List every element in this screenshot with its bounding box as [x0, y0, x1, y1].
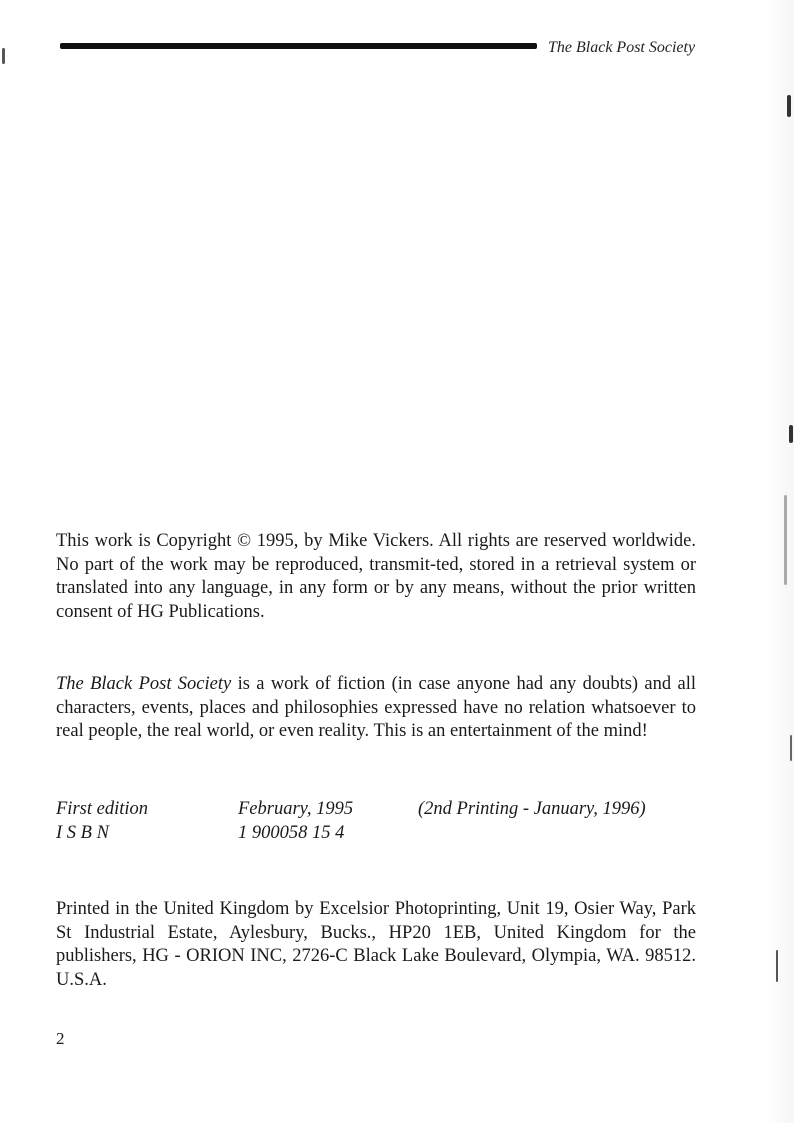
copyright-notice: This work is Copyright © 1995, by Mike Vickers. All rights are reserved worldwide. No part of the work may be reproduced, transmit-ted, stored in a retrieval system or translated into any language, in any form or by any means, without the prior written consent of HG Publications.: [56, 531, 696, 622]
scan-speck: [789, 425, 793, 443]
fiction-disclaimer: [56, 673, 696, 744]
edition-label: First edition: [56, 799, 148, 819]
scan-speck: [787, 95, 791, 117]
scan-speck: [776, 950, 778, 982]
scan-speck: [790, 735, 792, 761]
edition-date: February, 1995: [238, 799, 354, 819]
header-rule: [60, 43, 537, 49]
fiction-disclaimer-text: is a work of fiction (in case anyone had any doubts) and all characters, events, places and philosophies expressed have no relation whatsoever to real people, the real world, or even reality. This is an entertainment of the mind!: [56, 674, 696, 741]
scan-speck: [784, 495, 787, 585]
page-edge-shadow: [764, 0, 794, 1123]
page-number: 2: [56, 1029, 65, 1048]
printer-notice: Printed in the United Kingdom by Excelsior Photoprinting, Unit 19, Osier Way, Park St Industrial Estate, Aylesbury, Bucks., HP20 1EB, United Kingdom for the publishers, HG - ORION INC, 2726-C Black Lake Boulevard, Olympia, WA. 98512. U.S.A.: [56, 899, 696, 990]
book-title: The Black Post Society: [56, 674, 232, 694]
scan-speck: [2, 48, 5, 64]
printing-note: (2nd Printing - January, 1996): [418, 799, 646, 819]
running-head: The Black Post Society: [548, 39, 696, 56]
isbn-label: I S B N: [56, 823, 109, 843]
isbn-value: 1 900058 15 4: [238, 823, 345, 843]
